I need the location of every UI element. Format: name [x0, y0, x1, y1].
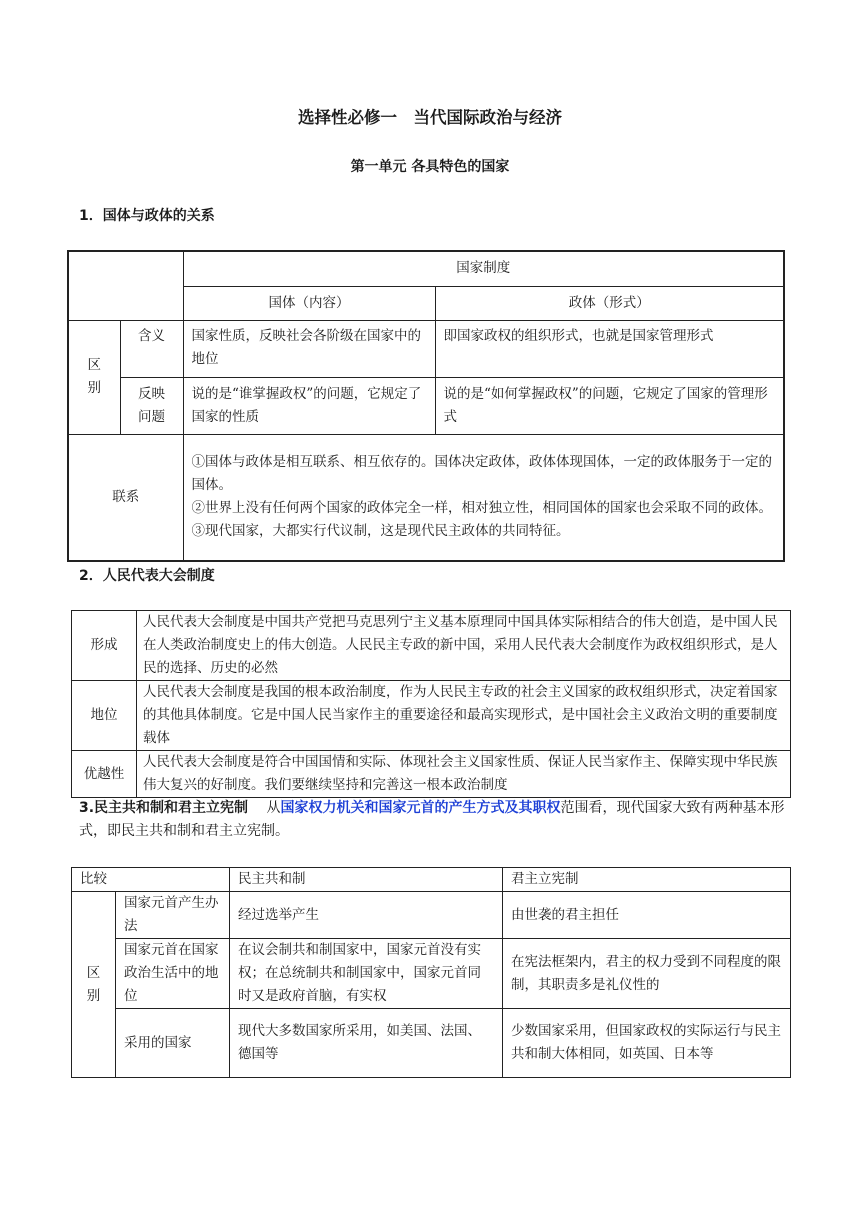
- npc-row-label: 地位: [72, 681, 137, 751]
- npc-row-text: 人民代表大会制度是我国的根本政治制度，作为人民民主专政的社会主义国家的政权组织形式，决定着国家的其他具体制度。它是中国人民当家作主的重要途径和最高实现形式，是中国社会主义政治文明的重要制度载体: [137, 681, 791, 751]
- republic-monarchy-table: [71, 867, 791, 1078]
- cell-republic: 在议会制共和制国家中，国家元首没有实权；在总统制共和制国家中，国家元首同时又是政府首脑，有实权: [230, 939, 503, 1009]
- cell-reflect-zhengti: 说的是“如何掌握政权”的问题，它规定了国家的管理形式: [435, 377, 784, 434]
- cell-meaning-guoti: 国家性质，反映社会各阶级在国家中的地位: [183, 320, 435, 377]
- row-label-reflect: 反映 问题: [120, 377, 183, 434]
- cell-meaning-zhengti: 即国家政权的组织形式，也就是国家管理形式: [435, 320, 784, 377]
- section3-paragraph: [79, 797, 791, 843]
- npc-row-label: 优越性: [72, 751, 137, 798]
- row-group-difference: 区 别: [68, 320, 120, 434]
- compare-row-label: 国家元首产生办法: [116, 892, 230, 939]
- section2-heading: 2．人民代表大会制度: [79, 568, 215, 584]
- link-point-1: ①国体与政体是相互联系、相互依存的。国体决定政体，政体体现国体，一定的政体服务于一定的国体。: [191, 454, 772, 494]
- cell-reflect-guoti: 说的是“谁掌握政权”的问题，它规定了国家的性质: [183, 377, 435, 434]
- header-national-system: 国家制度: [183, 251, 784, 286]
- npc-row-label: 形成: [72, 611, 137, 681]
- header-republic: 民主共和制: [230, 868, 503, 892]
- link-point-3: ③现代国家，大都实行代议制，这是现代民主政体的共同特征。: [191, 523, 570, 540]
- section3-heading: 3.民主共和制和君主立宪制: [79, 800, 249, 816]
- cell-republic: 现代大多数国家所采用，如美国、法国、德国等: [230, 1009, 503, 1078]
- unit-title: 第一单元 各具特色的国家: [350, 159, 510, 175]
- cell-monarchy: 由世袭的君主担任: [503, 892, 791, 939]
- compare-row-label: 国家元首在国家政治生活中的地位: [116, 939, 230, 1009]
- section3-highlight: 国家权力机关和国家元首的产生方式及其职权: [280, 800, 561, 816]
- cell-monarchy: 在宪法框架内，君主的权力受到不同程度的限制，其职责多是礼仪性的: [503, 939, 791, 1009]
- row-group-difference: 区 别: [72, 892, 116, 1078]
- cell-link: [183, 434, 784, 561]
- link-point-2: ②世界上没有任何两个国家的政体完全一样，相对独立性，相同国体的国家也会采取不同的政体。: [191, 500, 772, 517]
- guoti-zhengti-table: [67, 250, 785, 562]
- header-compare: 比较: [72, 868, 230, 892]
- section3-text-post: 范围看，现代国家大致有两种基本形式，即民主共和制和君主立宪制。: [79, 800, 785, 839]
- row-label-meaning: 含义: [120, 320, 183, 377]
- row-label-link: 联系: [68, 434, 183, 561]
- document-title: 选择性必修一 当代国际政治与经济: [298, 108, 562, 127]
- compare-row-label: 采用的国家: [116, 1009, 230, 1078]
- empty-corner-cell: [68, 251, 183, 320]
- header-guoti: 国体（内容）: [183, 286, 435, 320]
- header-zhengti: 政体（形式）: [435, 286, 784, 320]
- cell-republic: 经过选举产生: [230, 892, 503, 939]
- section3-text-pre: 从: [248, 800, 281, 816]
- section1-heading: 1．国体与政体的关系: [79, 208, 215, 224]
- npc-table: [71, 610, 791, 798]
- npc-row-text: 人民代表大会制度是中国共产党把马克思列宁主义基本原理同中国具体实际相结合的伟大创造，是中国人民在人类政治制度史上的伟大创造。人民民主专政的新中国，采用人民代表大会制度作为政权组织形式，是人民的选择、历史的必然: [137, 611, 791, 681]
- header-monarchy: 君主立宪制: [503, 868, 791, 892]
- npc-row-text: 人民代表大会制度是符合中国国情和实际、体现社会主义国家性质、保证人民当家作主、保障实现中华民族伟大复兴的好制度。我们要继续坚持和完善这一根本政治制度: [137, 751, 791, 798]
- cell-monarchy: 少数国家采用，但国家政权的实际运行与民主共和制大体相同，如英国、日本等: [503, 1009, 791, 1078]
